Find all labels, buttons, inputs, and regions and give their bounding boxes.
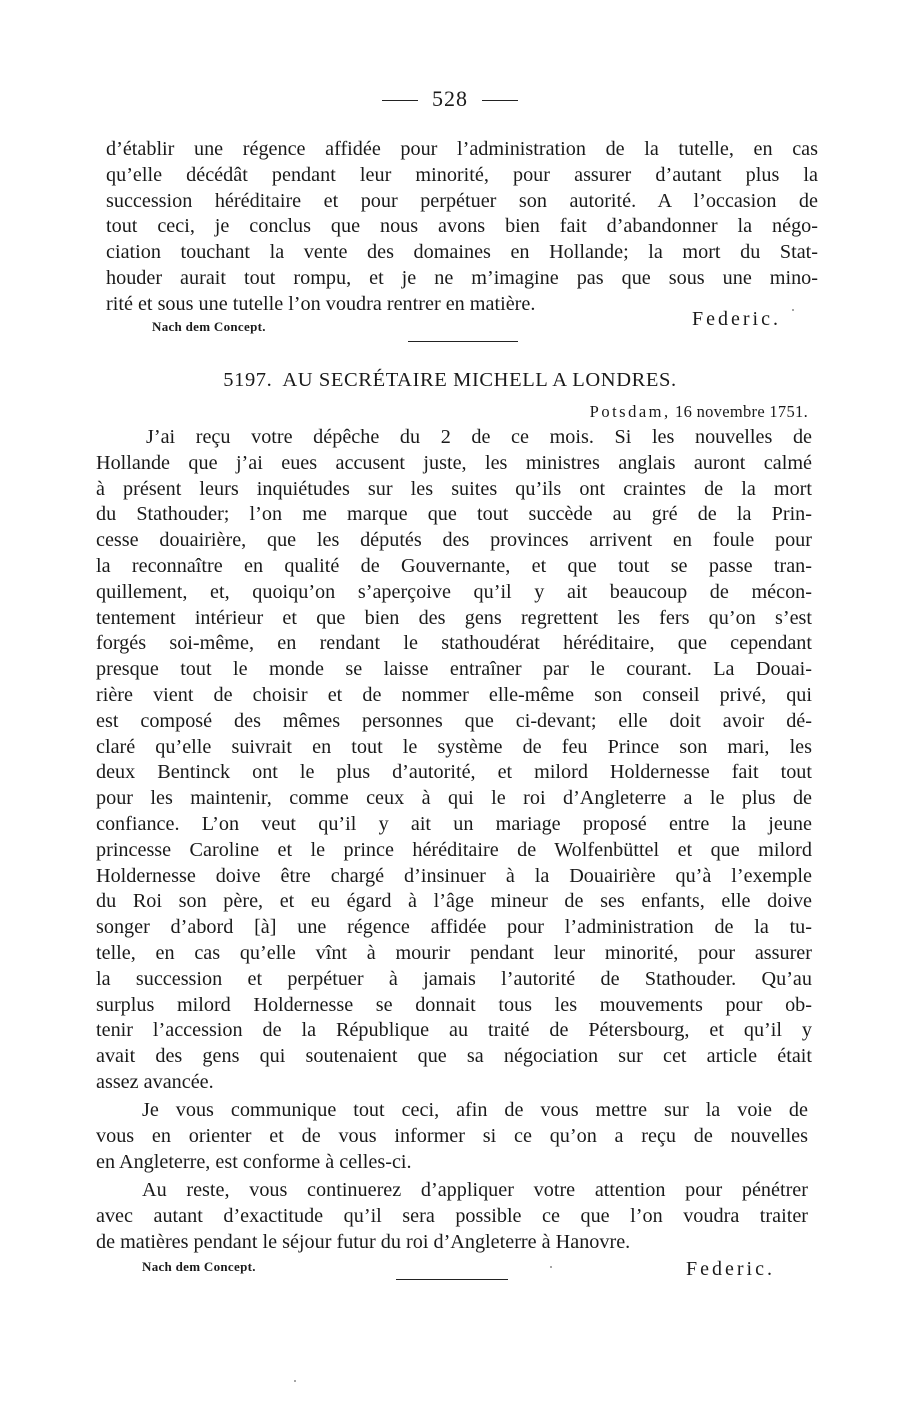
text-line: du Roi son père, et eu égard à l’âge mineur de ses enfants, elle doive [96, 890, 812, 913]
text-line: confiance. L’on veut qu’il y ait un mariage proposé entre la jeune [96, 812, 812, 835]
page-number: 528 [432, 86, 468, 111]
letter-signature: Federic. [686, 1258, 775, 1280]
text-line: Je vous communique tout ceci, afin de vous mettre sur la voie de [142, 1099, 808, 1121]
text-line: deux Bentinck ont le plus d’autorité, et milord Holdernesse fait tout [96, 761, 812, 784]
page-header [0, 86, 900, 112]
text-line: en Angleterre, est conforme à celles-ci. [96, 1150, 412, 1173]
text-line: telle, en cas qu’elle vînt à mourir pendant leur minorité, pour assurer [96, 941, 812, 964]
text-line: de matières pendant le séjour futur du roi d’Angleterre à Hanovre. [96, 1230, 631, 1253]
text-line: Hollande que j’ai eues accusent juste, les ministres anglais auront calmé [96, 451, 812, 474]
text-line: d’établir une régence affidée pour l’administration de la tutelle, en cas [106, 138, 818, 160]
letter-title: AU SECRÉTAIRE MICHELL A LONDRES. [282, 369, 677, 391]
text-line: est composé des mêmes personnes que ci-devant; elle doit avoir dé- [96, 709, 812, 732]
text-line: tentement intérieur et que bien des gens regrettent les fers qu’on s’est [96, 606, 812, 629]
section-divider [408, 341, 518, 342]
text-line: ciation touchant la vente des domaines en Hollande; la mort du Stat- [106, 241, 818, 264]
text-line: forgés soi-même, en rendant le stathoudérat héréditaire, que cependant [96, 632, 812, 655]
text-line: cesse douairière, que les députés des provinces arrivent en foule pour [96, 529, 812, 552]
text-line: vous en orienter et de vous informer si ce qu’on a reçu de nouvelles [96, 1124, 808, 1147]
letter-source-note: Nach dem Concept. [142, 1259, 256, 1274]
text-line: succession héréditaire et pour perpétuer son autorité. A l’occasion de [106, 189, 818, 212]
end-divider [396, 1279, 508, 1280]
text-line: tout ceci, je conclus que nous avons bien fait d’abandonner la négo- [106, 215, 818, 238]
text-line: princesse Caroline et le prince héréditaire de Wolfenbüttel et que milord [96, 838, 812, 861]
letter-heading [0, 369, 900, 392]
speck-mark [792, 309, 794, 311]
continuation-source-note: Nach dem Concept. [152, 319, 266, 334]
header-dash-right [482, 100, 518, 101]
text-line: presque tout le monde se laisse entraîner par le courant. La Douai- [96, 658, 812, 681]
text-line: rité et sous une tutelle l’on voudra rentrer en matière. [106, 292, 536, 315]
text-line: surplus milord Holdernesse se donnait tous les mouvements pour ob- [96, 993, 812, 1016]
letter-paragraph-3 [96, 1178, 808, 1255]
text-line: J’ai reçu votre dépêche du 2 de ce mois. Si les nouvelles de [146, 426, 812, 448]
text-line: du Stathouder; l’on me marque que tout succède au gré de la Prin- [96, 503, 812, 526]
text-line: la reconnaître en qualité de Gouvernante, et que tout se passe tran- [96, 554, 812, 577]
dateline [590, 402, 808, 422]
text-line: avait des gens qui soutenaient que sa négociation sur cet article était [96, 1045, 812, 1068]
text-line: qu’elle décédât pendant leur minorité, pour assurer d’autant plus la [106, 163, 818, 186]
text-line: Holdernesse doive être chargé d’insinuer à la Douairière qu’à l’exemple [96, 864, 812, 887]
text-line: Au reste, vous continuerez d’appliquer votre attention pour pénétrer [142, 1179, 808, 1201]
continuation-signature: Federic. [692, 308, 781, 330]
letter-number: 5197. [223, 369, 273, 391]
text-line: claré qu’elle suivrait en tout le système de feu Prince son mari, les [96, 735, 812, 758]
text-line: houder aurait tout rompu, et je ne m’imagine pas que sous une mino- [106, 266, 818, 289]
text-line: la succession et perpétuer à jamais l’autorité de Stathouder. Qu’au [96, 967, 812, 990]
continuation-text [106, 137, 818, 318]
text-line: rière vient de choisir et de nommer elle-même son conseil privé, qui [96, 683, 812, 706]
text-line: songer d’abord [à] une régence affidée pour l’administration de la tu- [96, 916, 812, 939]
letter-paragraph-1 [96, 425, 812, 1096]
text-line: pour les maintenir, comme ceux à qui le roi d’Angleterre a le plus de [96, 787, 812, 810]
text-line: quillement, et, quoiqu’on s’aperçoive qu’il y ait beaucoup de mécon- [96, 580, 812, 603]
header-dash-left [382, 100, 418, 101]
text-line: à présent leurs inquiétudes sur les suites qu’ils ont craintes de la mort [96, 477, 812, 500]
dateline-date: 16 novembre 1751. [675, 402, 808, 421]
dateline-place: Potsdam, [589, 402, 671, 421]
speck-mark [550, 1266, 552, 1268]
text-line: tenir l’accession de la République au traité de Pétersbourg, et qu’il y [96, 1019, 812, 1042]
speck-mark [294, 1380, 296, 1382]
text-line: avec autant d’exactitude qu’il sera possible ce que l’on voudra traiter [96, 1204, 808, 1227]
letter-paragraph-2 [96, 1098, 808, 1175]
text-line: assez avancée. [96, 1070, 214, 1093]
